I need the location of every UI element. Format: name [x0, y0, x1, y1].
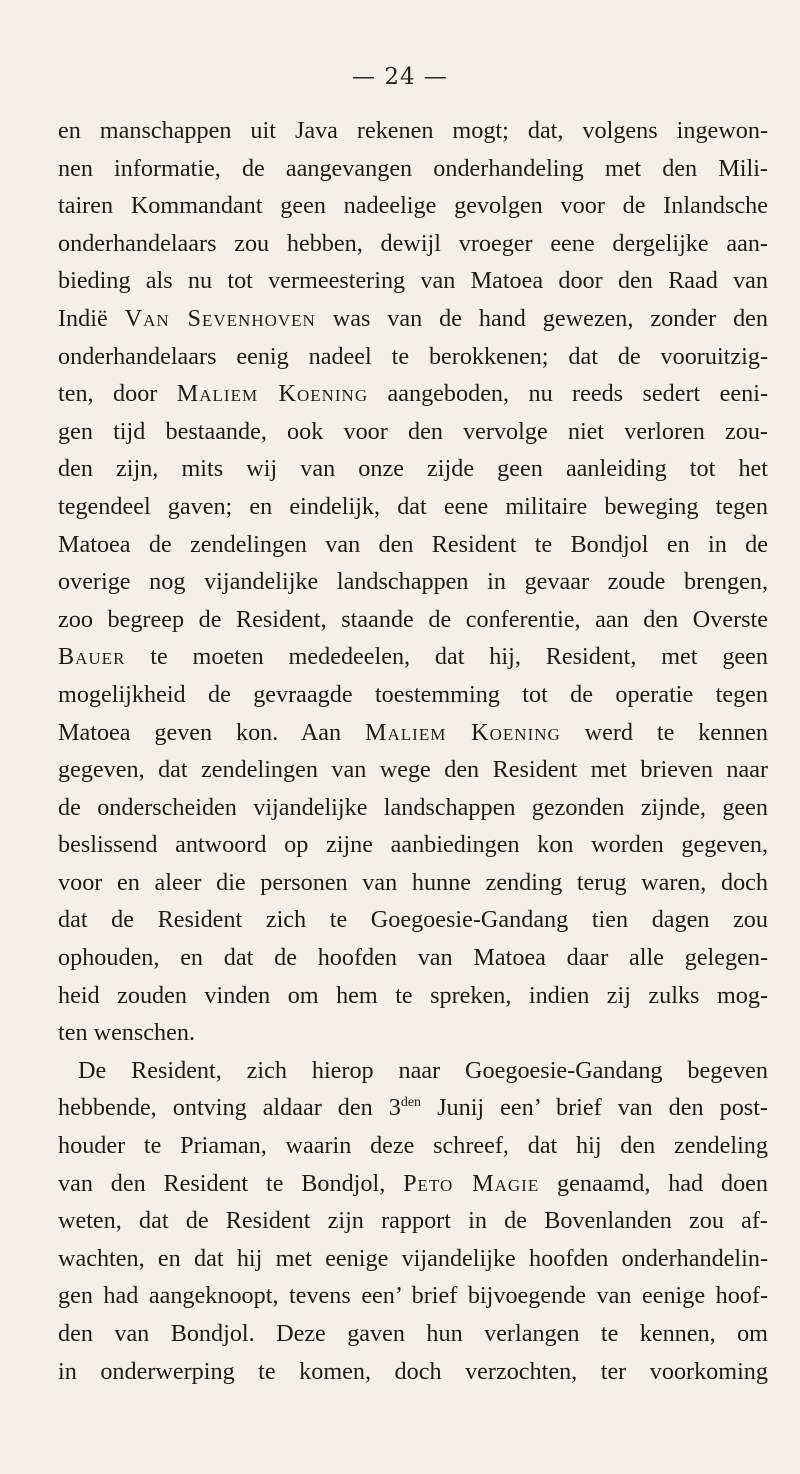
line-text: van den Resident te Bondjol,	[58, 1169, 404, 1197]
text-line	[58, 413, 768, 451]
superscript: den	[400, 1095, 422, 1111]
name-smallcaps: Maliem Koening	[364, 718, 561, 746]
text-line	[58, 112, 768, 150]
line-text: tegendeel gaven; en eindelijk, dat eene militaire beweging tegen	[58, 492, 768, 520]
text-line	[58, 1277, 768, 1315]
line-text: de onderscheiden vijandelijke landschappen gezonden zijnde, geen	[58, 793, 768, 821]
line-text: den zijn, mits wij van onze zijde geen aanleiding tot het	[58, 455, 768, 483]
text-line	[58, 488, 768, 526]
line-text: gen had aangeknoopt, tevens een’ brief bijvoegende van eenige hoof-	[58, 1282, 768, 1310]
line-text: voor en aleer die personen van hunne zending terug waren, doch	[58, 868, 768, 896]
line-text: nen informatie, de aangevangen onderhandeling met den Mili-	[58, 154, 768, 182]
text-line	[58, 939, 768, 977]
name-smallcaps: Maliem Koening	[176, 380, 369, 408]
line-text: Matoea geven kon. Aan	[58, 718, 365, 746]
text-line	[58, 751, 768, 789]
text-line	[58, 1127, 768, 1165]
line-text: zoo begreep de Resident, staande de conferentie, aan den Overste	[58, 605, 768, 633]
line-text: heid zouden vinden om hem te spreken, indien zij zulks mog-	[58, 981, 768, 1009]
text-line	[58, 563, 768, 601]
line-text: mogelijkheid de gevraagde toestemming tot de operatie tegen	[58, 680, 768, 708]
text-line	[58, 150, 768, 188]
line-text: hebbende, ontving aldaar den 3	[58, 1094, 401, 1122]
line-text: Matoea de zendelingen van den Resident te Bondjol en in de	[58, 530, 768, 558]
line-text: ten wenschen.	[58, 1019, 196, 1047]
text-line	[58, 638, 768, 676]
body-text	[58, 112, 768, 1390]
text-line	[58, 676, 768, 714]
line-text: dat de Resident zich te Goegoesie-Gandang tien dagen zou	[58, 906, 768, 934]
text-line	[58, 1353, 768, 1391]
text-line	[58, 1089, 768, 1127]
text-line	[58, 826, 768, 864]
line-text: was van de hand gewezen, zonder den	[315, 304, 768, 332]
line-text: bieding als nu tot vermeestering van Matoea door den Raad van	[58, 267, 768, 295]
text-line	[58, 225, 768, 263]
text-line	[58, 300, 768, 338]
line-text: overige nog vijandelijke landschappen in gevaar zoude brengen,	[58, 568, 768, 596]
line-text: ophouden, en dat de hoofden van Matoea daar alle gelegen-	[58, 944, 768, 972]
text-line	[58, 262, 768, 300]
text-line	[58, 338, 768, 376]
line-text: weten, dat de Resident zijn rapport in de Bovenlanden zou af-	[58, 1207, 768, 1235]
line-text: tairen Kommandant geen nadeelige gevolgen voor de Inlandsche	[58, 192, 768, 220]
line-text: aangeboden, nu reeds sedert eeni-	[368, 380, 768, 408]
line-text: houder te Priaman, waarin deze schreef, dat hij den zendeling	[58, 1132, 768, 1160]
text-line	[58, 1014, 768, 1052]
line-text: Indië	[58, 304, 125, 332]
line-text: en manschappen uit Java rekenen mogt; dat, volgens ingewon-	[58, 117, 768, 144]
text-line	[58, 1240, 768, 1278]
name-smallcaps: Bauer	[58, 643, 126, 671]
line-text: gen tijd bestaande, ook voor den vervolge niet verloren zou-	[58, 417, 768, 445]
line-text: werd te kennen	[560, 718, 769, 746]
line-text: onderhandelaars eenig nadeel te berokkenen; dat de vooruitzig-	[58, 342, 768, 370]
text-line	[58, 789, 768, 827]
text-line	[58, 450, 768, 488]
text-line	[58, 901, 768, 939]
line-text: ten, door	[58, 380, 177, 408]
line-text: Junij een’ brief van den post-	[421, 1094, 768, 1122]
text-line	[58, 1315, 768, 1353]
name-smallcaps: Van Sevenhoven	[124, 304, 316, 332]
line-text: den van Bondjol. Deze gaven hun verlangen te kennen, om	[58, 1320, 768, 1347]
line-text: gegeven, dat zendelingen van wege den Resident met brieven naar	[58, 756, 768, 784]
text-line	[58, 714, 768, 752]
text-line	[58, 1165, 768, 1203]
line-text: wachten, en dat hij met eenige vijandelijke hoofden onderhandelin-	[58, 1244, 768, 1272]
line-text: beslissend antwoord op zijne aanbiedingen kon worden gegeven,	[58, 831, 768, 859]
line-text: genaamd, had doen	[539, 1169, 768, 1197]
text-line	[58, 601, 768, 639]
page-number: — 24 —	[352, 64, 448, 90]
text-line	[58, 977, 768, 1015]
line-text: De Resident, zich hierop naar Goegoesie-Gandang begeven	[78, 1056, 768, 1084]
line-text: te moeten mededeelen, dat hij, Resident, met geen	[125, 643, 768, 671]
text-line	[58, 1202, 768, 1240]
text-line	[58, 1052, 768, 1090]
line-text: in onderwerping te komen, doch verzochten, ter voorkoming	[58, 1357, 768, 1385]
name-smallcaps: Peto Magie	[403, 1169, 540, 1197]
line-text: onderhandelaars zou hebben, dewijl vroeger eene dergelijke aan-	[58, 229, 768, 257]
text-line	[58, 526, 768, 564]
text-line	[58, 375, 768, 413]
text-line	[58, 187, 768, 225]
text-line	[58, 864, 768, 902]
